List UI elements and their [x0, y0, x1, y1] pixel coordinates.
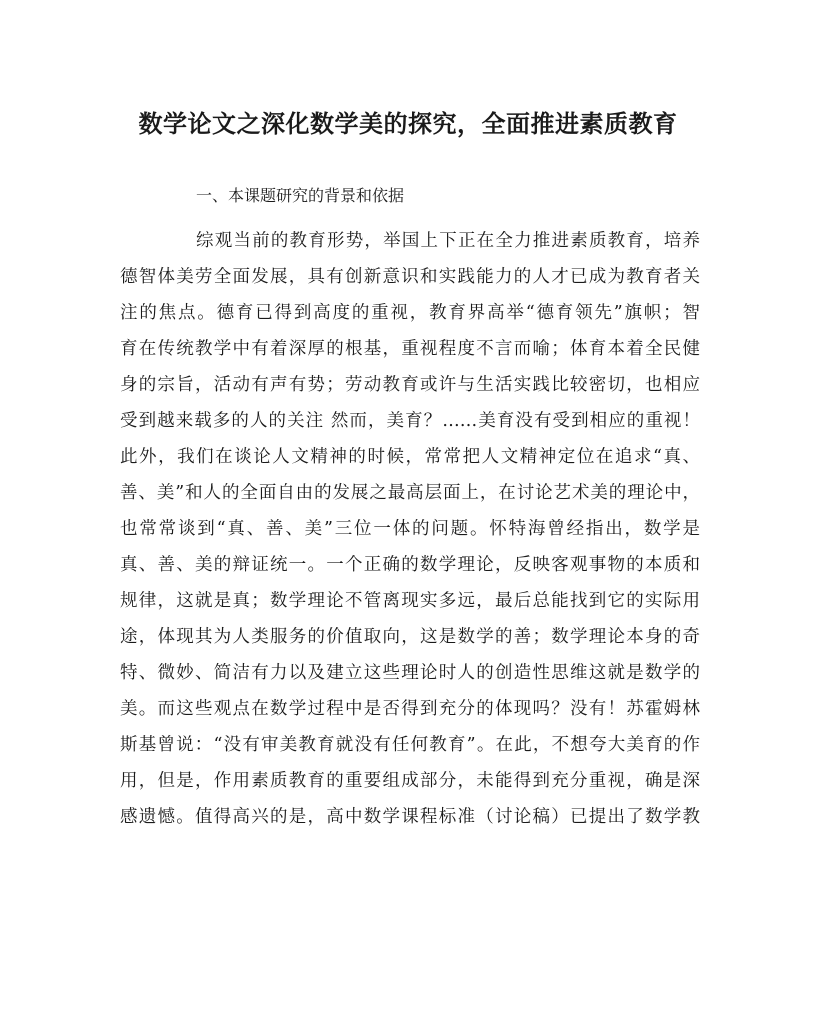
paragraph-line: 育在传统教学中有着深厚的根基，重视程度不言而喻；体育本着全民健: [120, 339, 700, 359]
paragraph-line: 真、善、美的辩证统一。一个正确的数学理论，反映客观事物的本质和: [120, 555, 700, 575]
paragraph-line: 途，体现其为人类服务的价值取向，这是数学的善；数学理论本身的奇: [120, 627, 700, 647]
paragraph-line: 此外，我们在谈论人文精神的时候，常常把人文精神定位在追求“真、: [120, 447, 700, 467]
paragraph-line: 特、微妙、简洁有力以及建立这些理论时人的创造性思维这就是数学的: [120, 663, 700, 683]
paragraph-line: 用，但是，作用素质教育的重要组成部分，未能得到充分重视，确是深: [120, 771, 700, 791]
paragraph-line: 规律，这就是真；数学理论不管离现实多远，最后总能找到它的实际用: [120, 591, 700, 611]
section-heading: 一、本课题研究的背景和依据: [196, 186, 405, 205]
document-title: 数学论文之深化数学美的探究，全面推进素质教育: [138, 109, 678, 138]
paragraph-line: 德智体美劳全面发展，具有创新意识和实践能力的人才已成为教育者关: [120, 267, 700, 287]
paragraph-line: 综观当前的教育形势，举国上下正在全力推进素质教育，培养: [196, 231, 700, 251]
paragraph-line: 身的宗旨，活动有声有势；劳动教育或许与生活实践比较密切，也相应: [120, 375, 700, 395]
paragraph-line: 也常常谈到“真、善、美”三位一体的问题。怀特海曾经指出，数学是: [120, 519, 700, 539]
paragraph-line: 美。而这些观点在数学过程中是否得到充分的体现吗？没有！苏霍姆林: [120, 699, 700, 719]
paragraph-line: 斯基曾说：“没有审美教育就没有任何教育”。在此，不想夸大美育的作: [120, 735, 700, 755]
paragraph-line: 注的焦点。德育已得到高度的重视，教育界高举“德育领先”旗帜；智: [120, 303, 700, 323]
body-paragraph: [120, 223, 700, 835]
paragraph-line: 感遗憾。值得高兴的是，高中数学课程标准（讨论稿）已提出了数学教: [120, 807, 700, 827]
paragraph-line: 善、美”和人的全面自由的发展之最高层面上，在讨论艺术美的理论中，: [120, 483, 700, 503]
paragraph-line: 受到越来载多的人的关注 然而，美育？……美育没有受到相应的重视！: [120, 411, 700, 431]
